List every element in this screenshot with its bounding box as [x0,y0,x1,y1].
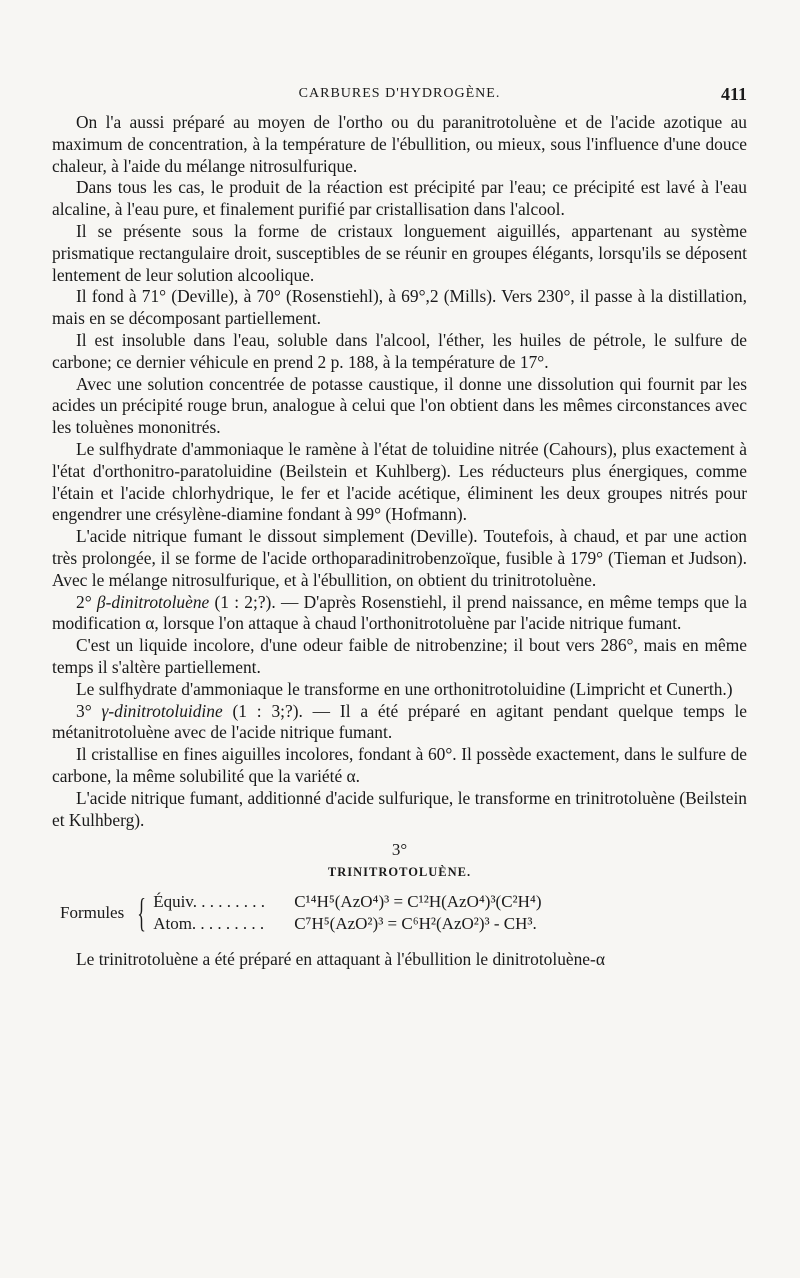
document-page [52,84,747,1264]
formula-expression: C¹⁴H⁵(AzO⁴)³ = C¹²H(AzO⁴)³(C²H⁴) [294,892,542,912]
page-number: 411 [720,84,747,104]
paragraph: Dans tous les cas, le produit de la réaction est précipité par l'eau; ce précipité est lavé à l'eau alcaline, à l'eau pure, et finalement purifié par cristallisation dans l'alcool. [52,177,747,220]
running-title: CARBURES D'HYDROGÈNE. [298,86,501,101]
page-header [52,84,747,110]
formula-row [153,891,541,913]
paragraph: L'acide nitrique fumant, additionné d'acide sulfurique, le transforme en trinitrotoluène (Beilstein et Kulhberg). [52,787,747,830]
item-number: 3° [76,700,102,721]
item-number: 2° [76,591,97,612]
paragraph: L'acide nitrique fumant le dissout simplement (Deville). Toutefois, à chaud, et par une action très prolongée, il se forme de l'acide orthoparadinitrobenzoïque, fusible à 179° (Tieman et Judson). Avec le mélange nitrosulfurique, et à l'ébullition, on obtient du trinitrotoluène. [52,526,747,590]
formula-expression: C⁷H⁵(AzO²)³ = C⁶H²(AzO²)³ - CH³. [294,914,537,934]
body-text [52,112,747,831]
compound-name: β-dinitrotoluène [96,591,210,612]
paragraph: On l'a aussi préparé au moyen de l'ortho ou du paranitrotoluène et de l'acide azotique au maximum de concentration, à la température de l'ébullition, ou mieux, sous l'influence d'une douce chaleur, à l'aide du mélange nitrosulfurique. [52,112,747,176]
beta-dinitrotoluene-paragraph [52,592,747,636]
paragraph: Le sulfhydrate d'ammoniaque le transforme en une orthonitrotoluidine (Limpricht et Cunerth.) [76,678,733,699]
position-formula: (1 : 3;?). [232,700,303,721]
formula-block [60,891,747,935]
paragraph: C'est un liquide incolore, d'une odeur faible de nitrobenzine; il bout vers 286°, mais en même temps il s'altère partiellement. [52,635,747,677]
compound-name: γ-dinitrotoluidine [101,700,223,721]
paragraph: Il cristallise en fines aiguilles incolores, fondant à 60°. Il possède exactement, dans le sulfure de carbone, la même solubilité que la variété α. [52,744,747,786]
gamma-dinitrotoluidine-paragraph [52,701,747,745]
paragraph: Il se présente sous la forme de cristaux longuement aiguillés, appartenant au système prismatique rectangulaire droit, susceptibles de se réunir en groupes élégants, lorsqu'ils se déposent lentement de leur solution alcoolique. [52,220,747,285]
formula-type: Équiv. . . . . . . . . [153,892,265,912]
position-formula: (1 : 2;?). [214,591,276,612]
paragraph-text: — D'après Rosenstiehl, il prend naissance, en même temps que la modification α, lorsque l'on attaque à chaud l'orthonitrotoluène par l'acide nitrique fumant. [52,591,747,634]
section-number: 3° [391,840,408,860]
paragraph: Avec une solution concentrée de potasse caustique, il donne une dissolution qui fournit par les acides un précipité rouge brun, analogue à celui que l'on obtient dans les mêmes circonstances avec les toluènes mononitrés. [52,373,747,438]
paragraph: Il fond à 71° (Deville), à 70° (Rosenstiehl), à 69°,2 (Mills). Vers 230°, il passe à la distillation, mais en se décomposant partiellement. [52,286,747,329]
closing-text [52,949,747,971]
section-title: TRINITROTOLUÈNE. [327,865,472,880]
brace-glyph: { [137,890,146,936]
paragraph-text: — Il a été préparé en agitant pendant quelque temps le métanitrotoluène avec de l'acide nitrique fumant. [52,700,747,743]
paragraph: Il est insoluble dans l'eau, soluble dans l'alcool, l'éther, les huiles de pétrole, le sulfure de carbone; ce dernier véhicule en prend 2 p. 188, à la température de 17°. [52,329,747,372]
formula-label: Formules [60,903,125,923]
formula-rows [153,891,541,935]
paragraph: Le trinitrotoluène a été préparé en attaquant à l'ébullition le dinitrotoluène-α [76,949,605,970]
formula-type: Atom. . . . . . . . . [153,914,265,934]
paragraph: Le sulfhydrate d'ammoniaque le ramène à l'état de toluidine nitrée (Cahours), plus exactement à l'état d'orthonitro-paratoluidine (Beilstein et Kuhlberg). Les réducteurs plus énergiques, comme l'étain et l'acide chlorhydrique, le fer et l'acide acétique, éliminent les deux groupes nitrés pour engendrer une crésylène-diamine fondant à 99° (Hofmann). [52,438,747,525]
formula-row [153,913,541,935]
